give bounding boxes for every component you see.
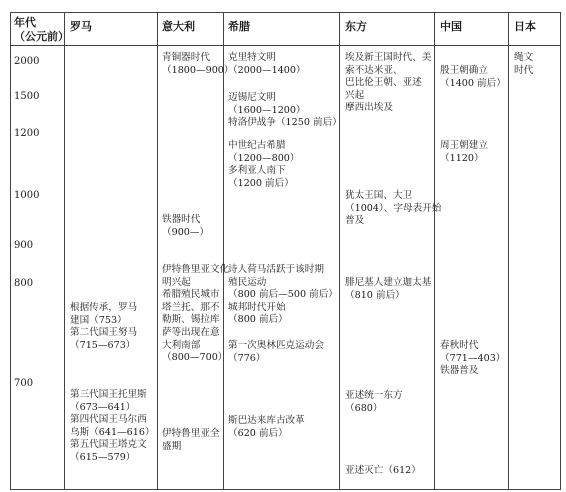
entry-line: 青铜器时代 bbox=[162, 52, 210, 63]
table-border-left bbox=[10, 12, 11, 490]
entry-line: 萨等出现在意 bbox=[162, 326, 220, 338]
entry-line: 勒斯、锡拉库 bbox=[162, 314, 220, 326]
italy-iron-age-entry bbox=[162, 214, 209, 239]
entry-line: （1200—800） bbox=[228, 152, 300, 164]
entry-line: 斯巴达来库古改革 bbox=[228, 415, 305, 426]
entry-line: 塔兰托、那不 bbox=[162, 301, 220, 313]
entry-line: 伊特鲁里亚文化 bbox=[162, 264, 230, 275]
entry-line: （776） bbox=[228, 352, 266, 364]
entry-line: （800—700） bbox=[162, 352, 228, 364]
entry-line: （2000—1400） bbox=[228, 64, 306, 76]
entry-line: 埃及新王国时代、美 bbox=[345, 52, 432, 63]
header-japan: 日本 bbox=[514, 20, 536, 33]
greece-sparta-reform-entry bbox=[228, 415, 305, 440]
entry-line: 第一次奥林匹克运动会 bbox=[228, 340, 324, 351]
east-assyria-unify-entry bbox=[345, 390, 403, 415]
entry-line: 迈锡尼文明 bbox=[228, 92, 276, 103]
entry-line: 根据传承，罗马 bbox=[70, 302, 138, 313]
entry-line: 犹太王国、大卫 bbox=[345, 190, 413, 201]
entry-line: 绳文 bbox=[514, 52, 534, 63]
entry-line: 乌斯（641—616） bbox=[70, 426, 155, 438]
column-divider bbox=[64, 12, 65, 490]
column-divider bbox=[434, 12, 435, 490]
entry-line: 第五代国王塔克文 bbox=[70, 439, 147, 451]
entry-line: 希腊殖民城市 bbox=[162, 289, 220, 301]
japan-jomon-entry bbox=[514, 52, 533, 77]
year-label: 700 bbox=[14, 378, 34, 389]
entry-line: （615—579） bbox=[70, 451, 136, 463]
east-carthage-entry bbox=[345, 277, 431, 302]
italy-bronze-age-entry bbox=[162, 52, 234, 77]
header-east: 东方 bbox=[345, 20, 367, 33]
italy-etruscan-peak-entry bbox=[162, 428, 220, 453]
entry-line: 伊特鲁里亚全 bbox=[162, 428, 220, 439]
entry-line: 中世纪古希腊 bbox=[228, 140, 286, 151]
entry-line: 克里特文明 bbox=[228, 52, 276, 63]
header-rome: 罗马 bbox=[70, 20, 92, 33]
header-divider bbox=[10, 45, 560, 46]
year-label: 1200 bbox=[14, 128, 40, 139]
entry-line: 亚述灭亡（612） bbox=[345, 465, 421, 476]
header-era-line: （公元前） bbox=[14, 30, 69, 43]
year-label: 1000 bbox=[14, 190, 40, 201]
entry-line: 索不达米亚、 bbox=[345, 64, 403, 76]
entry-line: （673—641） bbox=[70, 401, 136, 413]
entry-line: （900—） bbox=[162, 226, 210, 238]
year-label: 900 bbox=[14, 240, 34, 251]
china-shang-entry bbox=[440, 65, 506, 90]
entry-line: 明兴起 bbox=[162, 276, 191, 288]
entry-line: （1004）、字母表开始 bbox=[345, 202, 442, 214]
entry-line: 摩西出埃及 bbox=[345, 102, 393, 114]
entry-line: 建国（753） bbox=[70, 314, 127, 326]
entry-line: 殷王朝确立 bbox=[440, 65, 488, 76]
entry-line: 春秋时代 bbox=[440, 340, 479, 351]
entry-line: （620 前后） bbox=[228, 427, 288, 439]
entry-line: 腓尼基人建立迦太基 bbox=[345, 277, 432, 288]
china-zhou-entry bbox=[440, 140, 488, 165]
entry-line: （800 前后） bbox=[228, 314, 288, 326]
rome-founding-entry bbox=[70, 302, 137, 352]
column-divider bbox=[223, 12, 224, 490]
entry-line: 铁器时代 bbox=[162, 214, 201, 225]
entry-line: 多利亚人南下 bbox=[228, 165, 286, 177]
table-border-right bbox=[560, 12, 561, 490]
header-italy: 意大利 bbox=[162, 20, 195, 33]
greece-mycenaean-entry bbox=[228, 92, 342, 130]
entry-line: 诗人荷马活跃于该时期 bbox=[228, 264, 324, 275]
entry-line: 特洛伊战争（1250 前后） bbox=[228, 117, 342, 129]
greece-dark-age-entry bbox=[228, 140, 300, 190]
header-era bbox=[14, 16, 69, 44]
entry-line: 周王朝建立 bbox=[440, 140, 488, 151]
entry-line: 殖民运动 bbox=[228, 276, 267, 288]
entry-line: 第三代国王托里斯 bbox=[70, 389, 147, 400]
entry-line: 盛期 bbox=[162, 440, 182, 452]
entry-line: （1200 前后） bbox=[228, 177, 294, 189]
entry-line: （1120） bbox=[440, 152, 484, 164]
greece-olympics-entry bbox=[228, 340, 324, 365]
entry-line: 亚述统一东方 bbox=[345, 390, 403, 401]
china-spring-autumn-entry bbox=[440, 340, 505, 378]
table-border-top bbox=[10, 12, 560, 13]
entry-line: 普及 bbox=[345, 215, 365, 227]
header-china: 中国 bbox=[440, 20, 462, 33]
entry-line: 大利南部 bbox=[162, 339, 201, 351]
header-greece: 希腊 bbox=[228, 20, 250, 33]
entry-line: （810 前后） bbox=[345, 289, 405, 301]
entry-line: （771—403） bbox=[440, 352, 506, 364]
year-label: 1500 bbox=[14, 91, 40, 102]
greece-minoan-entry bbox=[228, 52, 306, 77]
entry-line: 兴起 bbox=[345, 89, 365, 101]
table-border-bottom bbox=[10, 489, 560, 490]
east-assyria-fall-entry bbox=[345, 465, 421, 478]
entry-line: 第四代国王马尔西 bbox=[70, 414, 147, 426]
column-divider bbox=[508, 12, 509, 490]
entry-line: 城邦时代开始 bbox=[228, 301, 286, 313]
entry-line: 铁器普及 bbox=[440, 365, 479, 377]
year-label: 800 bbox=[14, 278, 34, 289]
entry-line: （680） bbox=[345, 402, 383, 414]
entry-line: （715—673） bbox=[70, 339, 136, 351]
column-divider bbox=[339, 12, 340, 490]
year-label: 2000 bbox=[14, 56, 40, 67]
rome-kings-entry bbox=[70, 389, 155, 465]
entry-line: （1400 前后） bbox=[440, 77, 506, 89]
entry-line: 时代 bbox=[514, 64, 534, 76]
greece-colonization-entry bbox=[228, 264, 338, 327]
entry-line: （1600—1200） bbox=[228, 104, 306, 116]
entry-line: （800 前后—500 前后） bbox=[228, 289, 338, 301]
column-divider bbox=[157, 12, 158, 490]
entry-line: 巴比伦王朝、亚述 bbox=[345, 77, 422, 89]
east-judah-entry bbox=[345, 190, 441, 228]
italy-etruscan-entry bbox=[162, 264, 229, 365]
east-egypt-entry bbox=[345, 52, 431, 115]
entry-line: （1800—900） bbox=[162, 64, 234, 76]
header-era-line: 年代 bbox=[14, 16, 36, 29]
entry-line: 第二代国王努马 bbox=[70, 327, 138, 339]
